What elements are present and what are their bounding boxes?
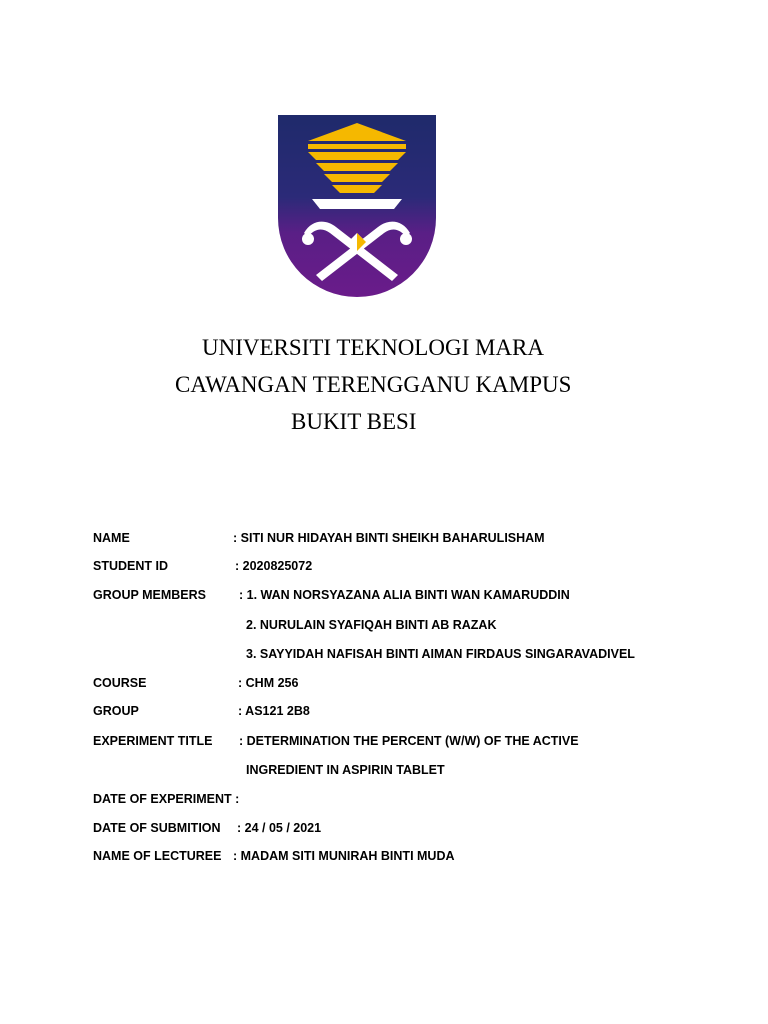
field-value: : AS121 2B8: [238, 704, 310, 718]
field-label: EXPERIMENT TITLE: [93, 734, 213, 748]
field-label: GROUP: [93, 704, 139, 718]
university-crest-logo: [278, 115, 436, 297]
field-label: NAME OF LECTUREE: [93, 849, 222, 863]
field-value: 3. SAYYIDAH NAFISAH BINTI AIMAN FIRDAUS SINGARAVADIVEL: [246, 647, 635, 661]
campus-location: BUKIT BESI: [291, 409, 417, 434]
field-value: : 24 / 05 / 2021: [237, 821, 322, 835]
field-value: : DETERMINATION THE PERCENT (W/W) OF THE ACTIVE: [239, 734, 579, 748]
campus-name: CAWANGAN TERENGGANU KAMPUS: [175, 372, 572, 397]
field-label: DATE OF SUBMITION: [93, 821, 221, 835]
university-name: UNIVERSITI TEKNOLOGI MARA: [202, 335, 544, 360]
field-value: : SITI NUR HIDAYAH BINTI SHEIKH BAHARULISHAM: [233, 531, 545, 545]
field-label: STUDENT ID: [93, 559, 168, 573]
field-label: COURSE: [93, 676, 147, 690]
field-value: : 2020825072: [235, 559, 313, 573]
field-value: : 1. WAN NORSYAZANA ALIA BINTI WAN KAMARUDDIN: [239, 588, 570, 602]
field-label: NAME: [93, 531, 130, 545]
field-value: : MADAM SITI MUNIRAH BINTI MUDA: [233, 849, 455, 863]
field-value: 2. NURULAIN SYAFIQAH BINTI AB RAZAK: [246, 618, 497, 632]
field-label: DATE OF EXPERIMENT :: [93, 792, 240, 806]
field-label: GROUP MEMBERS: [93, 588, 206, 602]
field-value: : CHM 256: [238, 676, 299, 690]
field-value: INGREDIENT IN ASPIRIN TABLET: [246, 763, 445, 777]
